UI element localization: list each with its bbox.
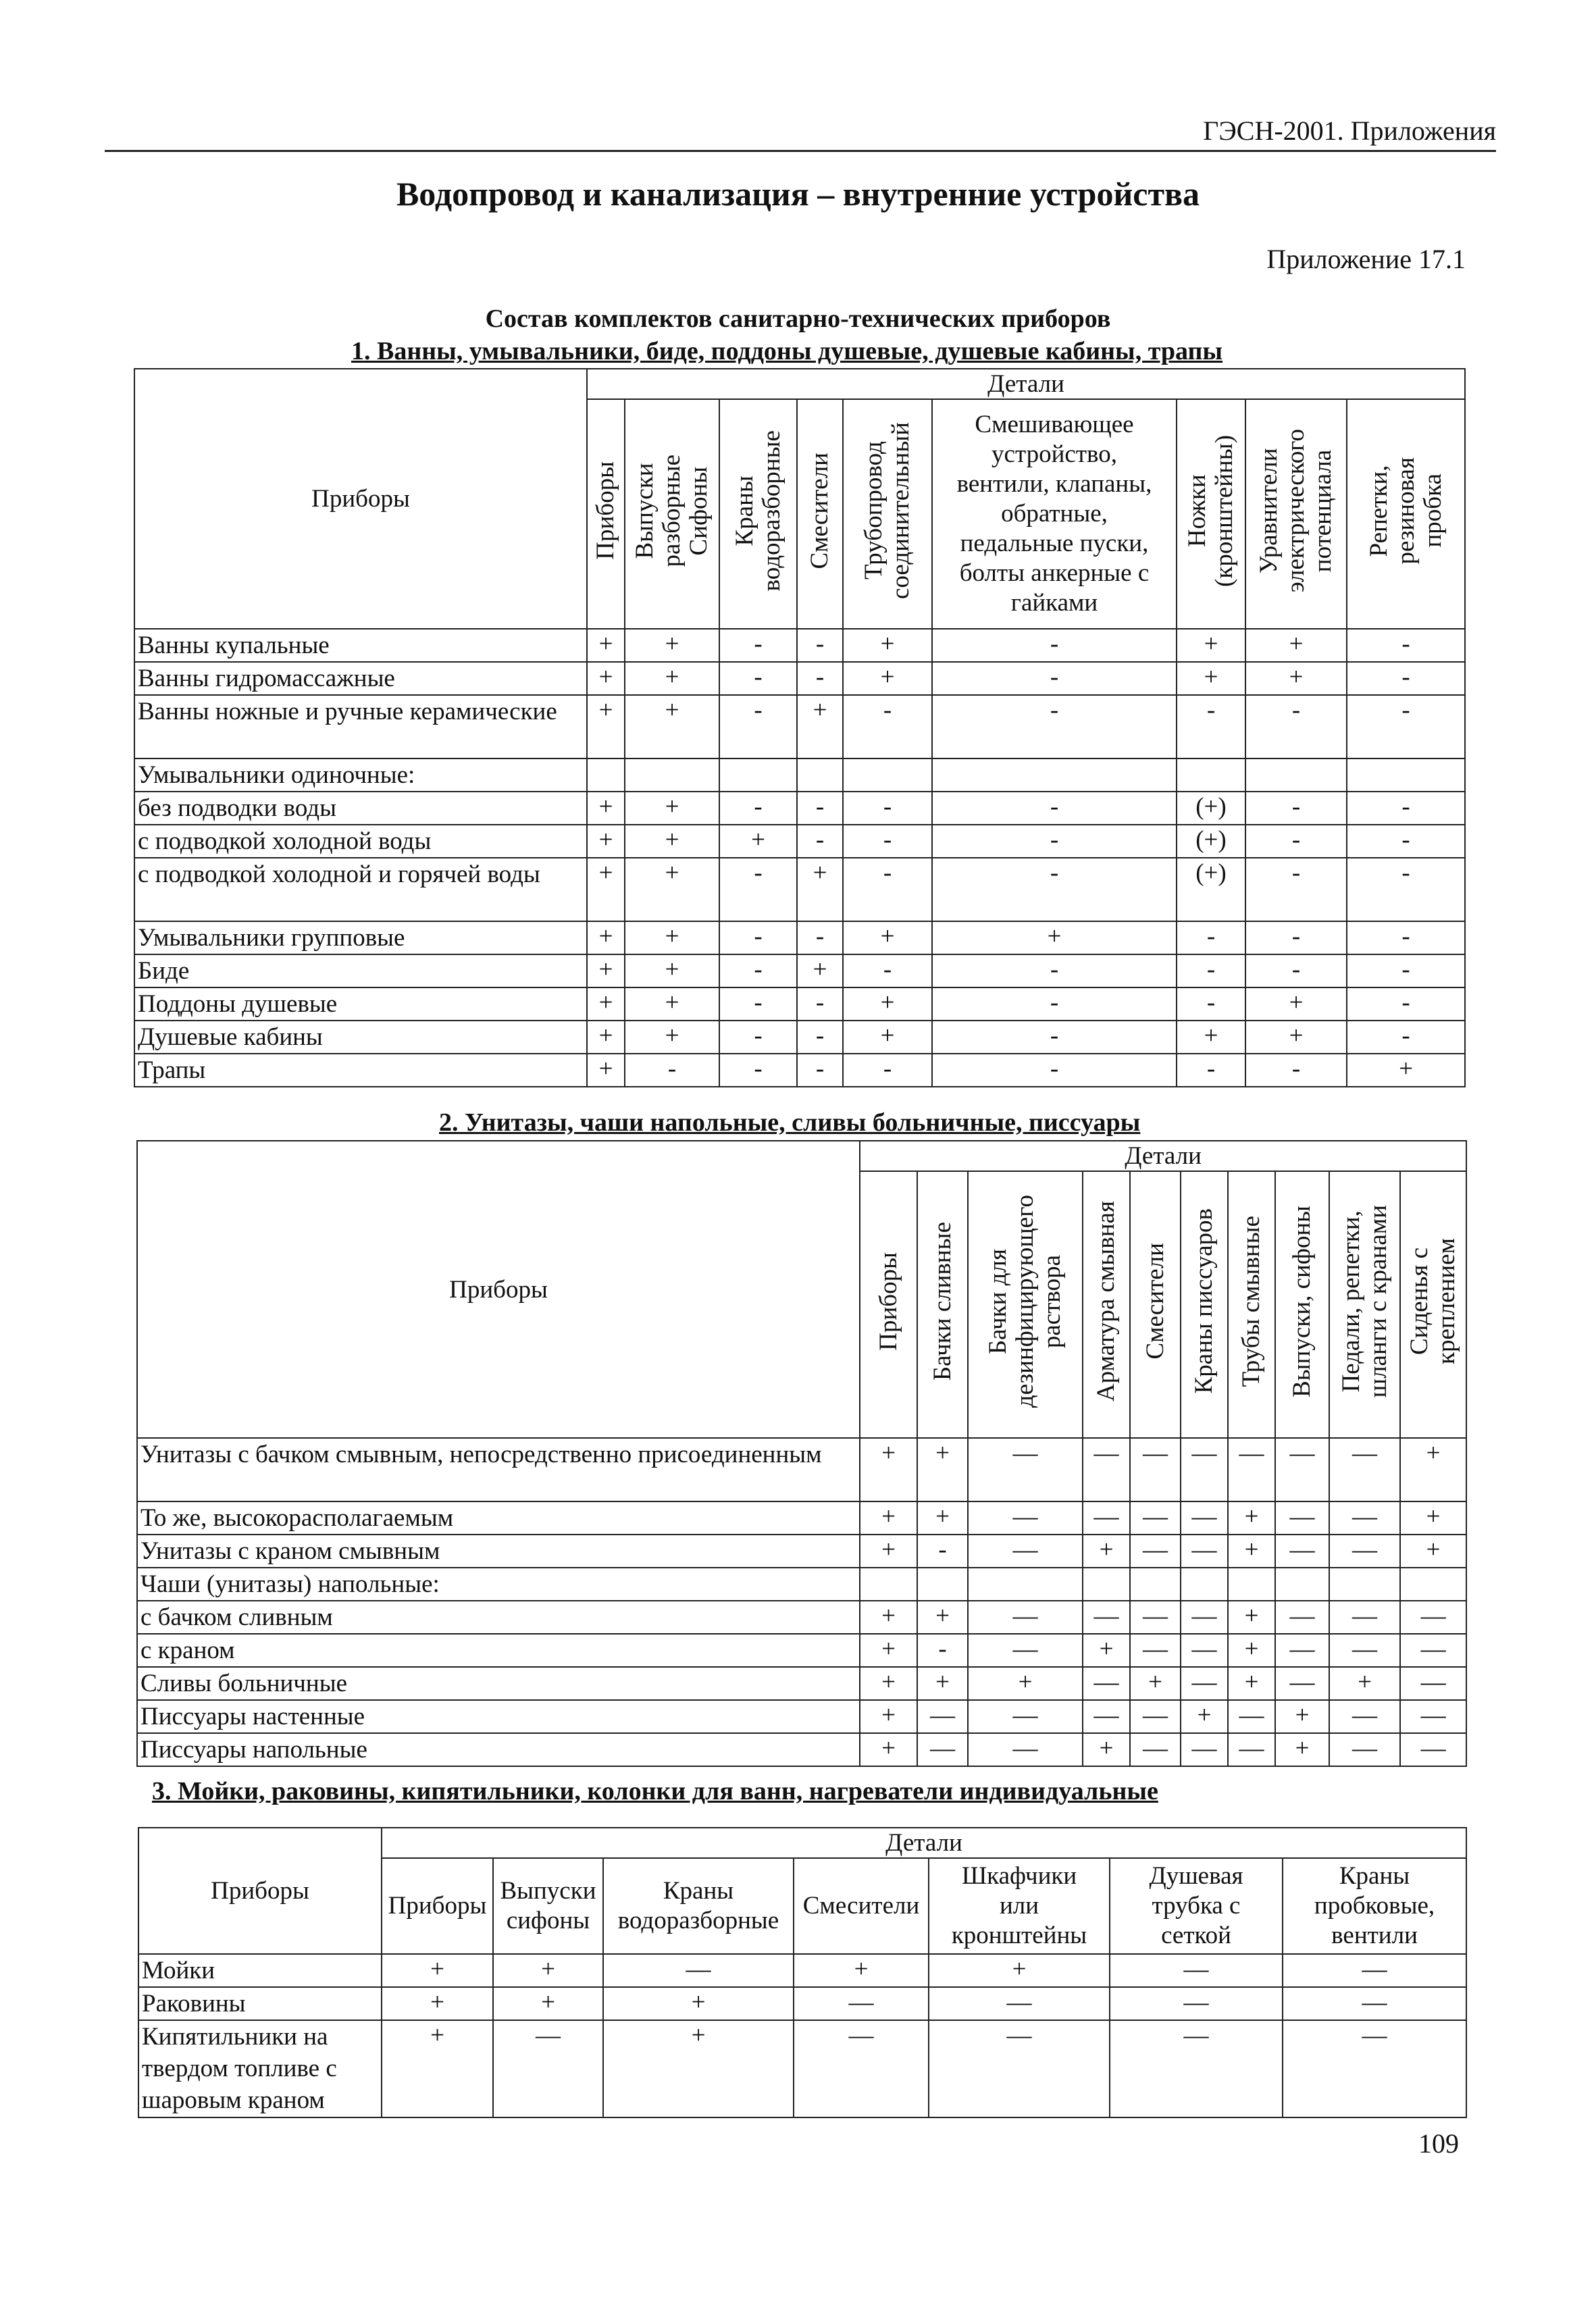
table-cell: + bbox=[1275, 1733, 1329, 1766]
table-cell: + bbox=[625, 792, 719, 825]
table-cell: - bbox=[1347, 695, 1465, 759]
table-cell: + bbox=[917, 1667, 968, 1700]
row-label: Душевые кабины bbox=[134, 1021, 587, 1054]
column-header: Краны писсуаров bbox=[1181, 1171, 1228, 1438]
row-label: Поддоны душевые bbox=[134, 987, 587, 1021]
table-cell: — bbox=[1130, 1634, 1181, 1667]
table-cell: — bbox=[1110, 2020, 1283, 2117]
table-cell: (+) bbox=[1177, 858, 1245, 921]
table-cell: — bbox=[1181, 1438, 1228, 1501]
table-cell: - bbox=[1347, 662, 1465, 695]
table-cell: - bbox=[1177, 954, 1245, 987]
table-cell: - bbox=[1347, 954, 1465, 987]
table-cell: + bbox=[587, 662, 625, 695]
table-cell: + bbox=[719, 825, 797, 858]
table-cell bbox=[917, 1568, 968, 1601]
table-cell bbox=[797, 759, 843, 792]
table-cell: + bbox=[587, 1054, 625, 1087]
table-cell: + bbox=[1083, 1634, 1130, 1667]
column-header: Бачки сливные bbox=[917, 1171, 968, 1438]
row-label: Биде bbox=[134, 954, 587, 987]
table-cell: - bbox=[719, 921, 797, 954]
table-cell: - bbox=[1347, 629, 1465, 662]
table-cell: - bbox=[932, 987, 1177, 1021]
row-label: Ванны ножные и ручные керамические bbox=[134, 695, 587, 759]
table-cell: — bbox=[1181, 1601, 1228, 1634]
table-cell: + bbox=[843, 921, 932, 954]
table-cell: — bbox=[794, 1987, 929, 2020]
table-cell: + bbox=[797, 858, 843, 921]
table-cell: + bbox=[625, 825, 719, 858]
table-cell: — bbox=[1130, 1501, 1181, 1535]
table-cell: + bbox=[625, 954, 719, 987]
table-cell: - bbox=[797, 1021, 843, 1054]
table-cell: — bbox=[1329, 1700, 1400, 1733]
table-cell bbox=[968, 1568, 1083, 1601]
table-cell: — bbox=[1275, 1438, 1329, 1501]
table-cell: — bbox=[1130, 1601, 1181, 1634]
table-cell: + bbox=[587, 858, 625, 921]
table-cell: + bbox=[625, 987, 719, 1021]
table-cell: + bbox=[1083, 1733, 1130, 1766]
table-cell: — bbox=[968, 1634, 1083, 1667]
table-cell: + bbox=[625, 858, 719, 921]
table-cell: — bbox=[1181, 1667, 1228, 1700]
table-cell: - bbox=[1347, 1021, 1465, 1054]
table-cell: - bbox=[719, 695, 797, 759]
table-cell: - bbox=[1177, 921, 1245, 954]
column-header: Душевая трубка с сеткой bbox=[1110, 1858, 1283, 1954]
table-cell: + bbox=[1245, 1021, 1347, 1054]
column-header: Арматура смывная bbox=[1083, 1171, 1130, 1438]
table-cell: + bbox=[797, 695, 843, 759]
table-cell: + bbox=[843, 1021, 932, 1054]
table-cell bbox=[1228, 1568, 1275, 1601]
table-cell: + bbox=[860, 1535, 917, 1568]
table-cell: — bbox=[1110, 1987, 1283, 2020]
table-cell: + bbox=[625, 921, 719, 954]
group-header-details: Детали bbox=[860, 1141, 1466, 1171]
table-cell: - bbox=[797, 987, 843, 1021]
table-cell: — bbox=[968, 1601, 1083, 1634]
table-cell bbox=[1177, 759, 1245, 792]
table-cell: — bbox=[1329, 1438, 1400, 1501]
table-cell: - bbox=[1177, 695, 1245, 759]
table-cell: — bbox=[1083, 1501, 1130, 1535]
table-cell: - bbox=[932, 858, 1177, 921]
table-cell: (+) bbox=[1177, 825, 1245, 858]
table-cell: + bbox=[587, 825, 625, 858]
table-cell: — bbox=[1275, 1667, 1329, 1700]
composition-title: Состав комплектов санитарно-технических приборов bbox=[485, 305, 1111, 333]
table-cell: + bbox=[794, 1954, 929, 1987]
table-cell: - bbox=[917, 1634, 968, 1667]
table-cell: + bbox=[1228, 1601, 1275, 1634]
table-cell: + bbox=[860, 1634, 917, 1667]
table-cell: + bbox=[860, 1438, 917, 1501]
table-cell: + bbox=[587, 629, 625, 662]
table-cell: - bbox=[1245, 825, 1347, 858]
table-cell: + bbox=[1228, 1535, 1275, 1568]
table-cell bbox=[843, 759, 932, 792]
table-cell: — bbox=[929, 1987, 1110, 2020]
table-cell: — bbox=[493, 2020, 603, 2117]
table-cell: — bbox=[603, 1954, 794, 1987]
table-cell bbox=[1083, 1568, 1130, 1601]
table-cell bbox=[1347, 759, 1465, 792]
table-cell: + bbox=[968, 1667, 1083, 1700]
table-cell: — bbox=[1083, 1700, 1130, 1733]
table-cell: - bbox=[797, 825, 843, 858]
header-rule bbox=[105, 150, 1496, 152]
table-cell: + bbox=[625, 629, 719, 662]
table-cell: — bbox=[1228, 1700, 1275, 1733]
table-cell: — bbox=[917, 1733, 968, 1766]
row-label: с подводкой холодной воды bbox=[134, 825, 587, 858]
table-cell: - bbox=[797, 1054, 843, 1087]
table-cell: + bbox=[1177, 1021, 1245, 1054]
table-cell: — bbox=[1228, 1438, 1275, 1501]
table-cell: - bbox=[797, 921, 843, 954]
table-cell: — bbox=[1283, 1954, 1466, 1987]
table-cell: - bbox=[932, 695, 1177, 759]
table-cell: — bbox=[794, 2020, 929, 2117]
table-cell: + bbox=[1245, 662, 1347, 695]
table-cell: — bbox=[1228, 1733, 1275, 1766]
table-cell: + bbox=[843, 662, 932, 695]
row-label: Унитазы с краном смывным bbox=[137, 1535, 860, 1568]
table-cell: - bbox=[1347, 825, 1465, 858]
table-cell: + bbox=[917, 1438, 968, 1501]
table-cell: — bbox=[1275, 1501, 1329, 1535]
table-cell: — bbox=[1083, 1601, 1130, 1634]
table-cell: - bbox=[1347, 921, 1465, 954]
table-cell: - bbox=[932, 662, 1177, 695]
table-cell: - bbox=[797, 629, 843, 662]
row-label: Ванны купальные bbox=[134, 629, 587, 662]
table-cell: + bbox=[625, 1021, 719, 1054]
table-cell: — bbox=[1400, 1667, 1466, 1700]
table-cell: + bbox=[603, 2020, 794, 2117]
table-cell: (+) bbox=[1177, 792, 1245, 825]
row-label: Ванны гидромассажные bbox=[134, 662, 587, 695]
table-cell: + bbox=[917, 1501, 968, 1535]
table-cell: — bbox=[1400, 1634, 1466, 1667]
row-label: с бачком сливным bbox=[137, 1601, 860, 1634]
column-header: Шкафчики или кронштейны bbox=[929, 1858, 1110, 1954]
table-cell: + bbox=[603, 1987, 794, 2020]
table-cell: + bbox=[1347, 1054, 1465, 1087]
fixtures-table-3 bbox=[138, 1827, 1467, 2118]
table-cell bbox=[1329, 1568, 1400, 1601]
column-header: Смесители bbox=[797, 399, 843, 629]
table-cell: — bbox=[968, 1733, 1083, 1766]
table-cell bbox=[1181, 1568, 1228, 1601]
column-header: Трубопровод соединительный bbox=[843, 399, 932, 629]
table-cell: - bbox=[1177, 987, 1245, 1021]
table-cell: — bbox=[917, 1700, 968, 1733]
column-header: Ножки (кронштейны) bbox=[1177, 399, 1245, 629]
table-cell: - bbox=[1347, 987, 1465, 1021]
table-cell: + bbox=[860, 1501, 917, 1535]
table-cell: - bbox=[843, 825, 932, 858]
table-cell: — bbox=[1083, 1667, 1130, 1700]
table-cell: + bbox=[1228, 1634, 1275, 1667]
table-cell: + bbox=[493, 1987, 603, 2020]
section-2-title: 2. Унитазы, чаши напольные, сливы больничные, писсуары bbox=[439, 1108, 1141, 1137]
column-header: Выпуски сифоны bbox=[493, 1858, 603, 1954]
table-cell: — bbox=[968, 1438, 1083, 1501]
table-cell: - bbox=[932, 1054, 1177, 1087]
row-label: То же, высокорасполагаемым bbox=[137, 1501, 860, 1535]
appendix-label: Приложение 17.1 bbox=[1266, 244, 1466, 274]
row-label: Трапы bbox=[134, 1054, 587, 1087]
table-cell: + bbox=[1083, 1535, 1130, 1568]
table-cell: + bbox=[1228, 1667, 1275, 1700]
table-cell: - bbox=[932, 825, 1177, 858]
table-cell: - bbox=[917, 1535, 968, 1568]
column-header: Выпуски разборные Сифоны bbox=[625, 399, 719, 629]
table-cell: + bbox=[917, 1601, 968, 1634]
table-cell: — bbox=[1329, 1501, 1400, 1535]
column-header: Сиденья с креплением bbox=[1400, 1171, 1466, 1438]
group-header-details: Детали bbox=[382, 1828, 1466, 1858]
table-cell: - bbox=[843, 792, 932, 825]
table-cell: — bbox=[1329, 1535, 1400, 1568]
column-header: Краны водоразборные bbox=[719, 399, 797, 629]
table-cell: + bbox=[929, 1954, 1110, 1987]
table-cell: — bbox=[968, 1700, 1083, 1733]
table-cell: - bbox=[843, 858, 932, 921]
column-header-devices: Приборы bbox=[138, 1828, 382, 1954]
table-cell: - bbox=[1177, 1054, 1245, 1087]
column-header: Репетки, резиновая пробка bbox=[1347, 399, 1465, 629]
table-cell: + bbox=[1400, 1501, 1466, 1535]
page-title: Водопровод и канализация – внутренние устройства bbox=[396, 175, 1200, 213]
table-cell: + bbox=[587, 1021, 625, 1054]
row-label: Писсуары напольные bbox=[137, 1733, 860, 1766]
column-header: Краны водоразборные bbox=[603, 1858, 794, 1954]
table-cell: + bbox=[382, 2020, 493, 2117]
table-cell: — bbox=[1329, 1601, 1400, 1634]
table-cell: + bbox=[587, 792, 625, 825]
column-header: Уравнители электрического потенциала bbox=[1245, 399, 1347, 629]
table-cell bbox=[1130, 1568, 1181, 1601]
column-header: Смесители bbox=[1130, 1171, 1181, 1438]
table-cell: + bbox=[1177, 662, 1245, 695]
table-cell: — bbox=[1110, 1954, 1283, 1987]
table-cell: + bbox=[625, 695, 719, 759]
table-cell: + bbox=[843, 987, 932, 1021]
column-header: Смешивающее устройство, вентили, клапаны, обратные, педальные пуски, болты анкерные с гайками bbox=[932, 399, 1177, 629]
table-cell: + bbox=[1228, 1501, 1275, 1535]
row-label: Раковины bbox=[138, 1987, 382, 2020]
table-cell: — bbox=[1181, 1501, 1228, 1535]
table-cell: — bbox=[1400, 1601, 1466, 1634]
column-header: Смесители bbox=[794, 1858, 929, 1954]
table-cell: - bbox=[843, 954, 932, 987]
table-cell: + bbox=[843, 629, 932, 662]
row-label: с краном bbox=[137, 1634, 860, 1667]
table-cell: + bbox=[1130, 1667, 1181, 1700]
table-cell: — bbox=[1275, 1601, 1329, 1634]
table-cell: + bbox=[1245, 987, 1347, 1021]
table-cell: - bbox=[719, 792, 797, 825]
table-cell: — bbox=[1275, 1535, 1329, 1568]
table-cell: + bbox=[1400, 1535, 1466, 1568]
table-cell: + bbox=[493, 1954, 603, 1987]
table-cell: — bbox=[968, 1501, 1083, 1535]
row-label: с подводкой холодной и горячей воды bbox=[134, 858, 587, 921]
table-cell: — bbox=[1130, 1700, 1181, 1733]
table-cell: - bbox=[797, 662, 843, 695]
column-header: Трубы смывные bbox=[1228, 1171, 1275, 1438]
table-cell: + bbox=[382, 1954, 493, 1987]
table-cell: + bbox=[1400, 1438, 1466, 1501]
row-label: Чаши (унитазы) напольные: bbox=[137, 1568, 860, 1601]
table-cell: - bbox=[843, 695, 932, 759]
table-cell: - bbox=[719, 629, 797, 662]
table-cell: + bbox=[860, 1700, 917, 1733]
table-cell: + bbox=[932, 921, 1177, 954]
table-cell: — bbox=[1329, 1733, 1400, 1766]
table-cell: — bbox=[1283, 2020, 1466, 2117]
table-cell: + bbox=[860, 1733, 917, 1766]
table-cell: — bbox=[1181, 1733, 1228, 1766]
table-cell: - bbox=[843, 1054, 932, 1087]
fixtures-table-2 bbox=[136, 1140, 1467, 1767]
table-cell: - bbox=[1245, 921, 1347, 954]
table-cell: — bbox=[1283, 1987, 1466, 2020]
table-cell: — bbox=[1130, 1733, 1181, 1766]
column-header-devices: Приборы bbox=[137, 1141, 860, 1438]
column-header: Педали, репетки, шланги с кранами bbox=[1329, 1171, 1400, 1438]
table-cell: — bbox=[1181, 1535, 1228, 1568]
table-cell: - bbox=[932, 792, 1177, 825]
column-header: Краны пробковые, вентили bbox=[1283, 1858, 1466, 1954]
table-cell: + bbox=[587, 695, 625, 759]
column-header: Приборы bbox=[382, 1858, 493, 1954]
table-cell: — bbox=[929, 2020, 1110, 2117]
table-cell: - bbox=[932, 954, 1177, 987]
table-cell: - bbox=[1245, 954, 1347, 987]
table-cell bbox=[1400, 1568, 1466, 1601]
table-cell: - bbox=[719, 954, 797, 987]
table-cell bbox=[932, 759, 1177, 792]
column-header: Приборы bbox=[587, 399, 625, 629]
table-cell: — bbox=[1329, 1634, 1400, 1667]
table-cell: + bbox=[625, 662, 719, 695]
row-label: без подводки воды bbox=[134, 792, 587, 825]
row-label: Сливы больничные bbox=[137, 1667, 860, 1700]
table-cell bbox=[625, 759, 719, 792]
table-cell: - bbox=[1245, 858, 1347, 921]
table-cell: + bbox=[860, 1667, 917, 1700]
table-cell bbox=[719, 759, 797, 792]
table-cell: + bbox=[1181, 1700, 1228, 1733]
table-cell: + bbox=[1329, 1667, 1400, 1700]
table-cell: + bbox=[797, 954, 843, 987]
row-label: Писсуары настенные bbox=[137, 1700, 860, 1733]
table-cell: - bbox=[932, 629, 1177, 662]
table-cell: + bbox=[587, 921, 625, 954]
table-cell: + bbox=[1275, 1700, 1329, 1733]
table-cell: + bbox=[587, 954, 625, 987]
table-cell: - bbox=[932, 1021, 1177, 1054]
section-3-title: 3. Мойки, раковины, кипятильники, колонки для ванн, нагреватели индивидуальные bbox=[152, 1777, 1158, 1805]
table-cell: - bbox=[1347, 792, 1465, 825]
table-cell: - bbox=[719, 858, 797, 921]
row-label: Мойки bbox=[138, 1954, 382, 1987]
table-cell: — bbox=[968, 1535, 1083, 1568]
group-header-details: Детали bbox=[587, 369, 1465, 399]
table-cell: - bbox=[1245, 792, 1347, 825]
column-header: Бачки для дезинфицирующего раствора bbox=[968, 1171, 1083, 1438]
page-number: 109 bbox=[1418, 2128, 1459, 2159]
table-cell: - bbox=[719, 987, 797, 1021]
table-cell: - bbox=[797, 792, 843, 825]
running-header: ГЭСН-2001. Приложения bbox=[1203, 115, 1496, 146]
table-cell: — bbox=[1181, 1634, 1228, 1667]
row-label: Унитазы с бачком смывным, непосредственно присоединенным bbox=[137, 1438, 860, 1501]
table-cell bbox=[1275, 1568, 1329, 1601]
table-cell: + bbox=[587, 987, 625, 1021]
column-header-devices: Приборы bbox=[134, 369, 587, 629]
row-label: Умывальники одиночные: bbox=[134, 759, 587, 792]
row-label: Умывальники групповые bbox=[134, 921, 587, 954]
table-cell bbox=[587, 759, 625, 792]
table-cell: + bbox=[1177, 629, 1245, 662]
table-cell: — bbox=[1130, 1535, 1181, 1568]
table-cell: — bbox=[1275, 1634, 1329, 1667]
table-cell: - bbox=[1347, 858, 1465, 921]
table-cell: - bbox=[719, 662, 797, 695]
row-label: Кипятильники на твердом топливе с шаровым краном bbox=[138, 2020, 382, 2117]
table-cell: — bbox=[1400, 1700, 1466, 1733]
table-cell: — bbox=[1400, 1733, 1466, 1766]
table-cell: — bbox=[1130, 1438, 1181, 1501]
table-cell: + bbox=[1245, 629, 1347, 662]
table-cell: - bbox=[719, 1021, 797, 1054]
table-cell: - bbox=[1245, 1054, 1347, 1087]
column-header: Приборы bbox=[860, 1171, 917, 1438]
column-header: Выпуски, сифоны bbox=[1275, 1171, 1329, 1438]
table-cell: — bbox=[1083, 1438, 1130, 1501]
table-cell: - bbox=[1245, 695, 1347, 759]
table-cell: - bbox=[719, 1054, 797, 1087]
table-cell bbox=[1245, 759, 1347, 792]
table-cell: + bbox=[860, 1601, 917, 1634]
table-cell: + bbox=[382, 1987, 493, 2020]
table-cell: - bbox=[625, 1054, 719, 1087]
table-cell bbox=[860, 1568, 917, 1601]
section-1-title: 1. Ванны, умывальники, биде, поддоны душевые, душевые кабины, трапы bbox=[351, 337, 1223, 365]
fixtures-table-1 bbox=[134, 368, 1466, 1087]
